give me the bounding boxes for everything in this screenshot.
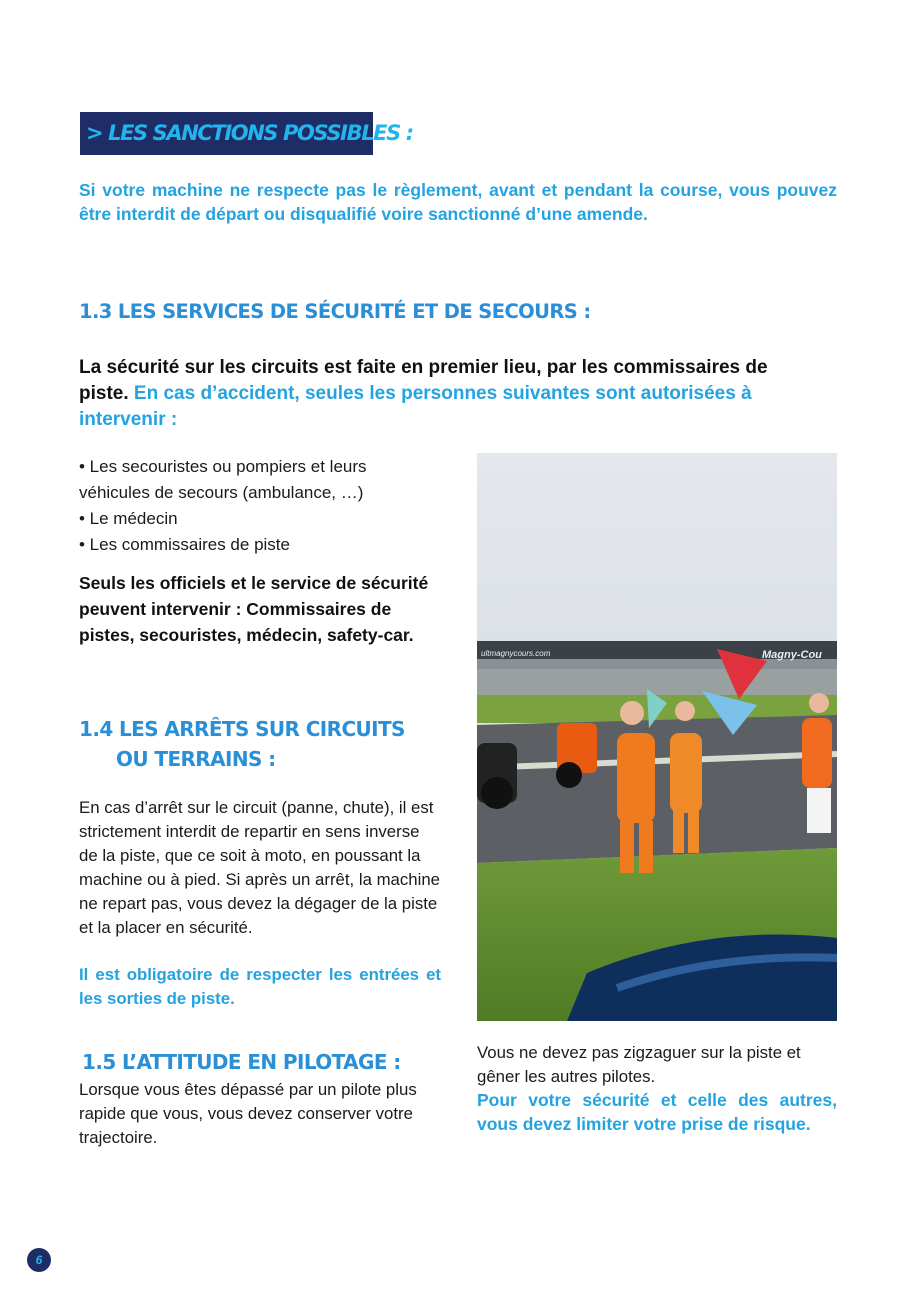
circuit-banner-right: Magny-Cou [762,649,822,661]
sanctions-text: Si votre machine ne respecte pas le règlement, avant et pendant la course, vous pouvez être interdit de départ ou disqualifié voire sanctionné d’une amende. [79,180,837,224]
section-14-heading-line2: OU TERRAINS : [116,747,276,771]
lead-blue-text: En cas d’accident, seules les personnes suivantes sont autorisées à intervenir : [79,383,752,430]
section-13-lead [79,355,799,433]
section-15-right-blue-text: Pour votre sécurité et celle des autres, vous devez limiter votre prise de risque. [477,1090,837,1134]
list-item: • Les commissaires de piste [79,535,290,554]
section-15-text: Lorsque vous êtes dépassé par un pilote plus rapide que vous, vous devez conserver votre trajectoire. [79,1080,417,1147]
officials-text: Seuls les officiels et le service de sécurité peuvent intervenir : Commissaires de pistes, secouristes, médecin, safety-car. [79,573,429,645]
list-item: • Les secouristes ou pompiers et leurs véhicules de secours (ambulance, …) [79,457,367,502]
section-14-text: En cas d’arrêt sur le circuit (panne, chute), il est strictement interdit de repartir en sens inverse de la piste, que ce soit à moto, en poussant la machine ou à pied. Si après un arrêt, la machine ne repart pas, vous devez la dégager de la piste et la placer en sécurité. [79,798,441,937]
list-item: • Le médecin [79,509,178,528]
section-15-right-text: Vous ne devez pas zigzaguer sur la piste et gêner les autres pilotes. [477,1043,801,1086]
track-marshals-photo [477,453,837,1021]
section-14-heading [79,714,405,774]
sanctions-title: > LES SANCTIONS POSSIBLES : [80,112,373,155]
rescuers-list [79,454,439,558]
section-14-heading-line1: 1.4 LES ARRÊTS SUR CIRCUITS [79,717,405,741]
section-15-heading: 1.5 L’ATTITUDE EN PILOTAGE : [82,1050,401,1074]
page-number: 6 [27,1248,51,1272]
section-14-blue-text: Il est obligatoire de respecter les entrées et les sorties de piste. [79,965,441,1008]
lead-dark-text: La sécurité sur les circuits est faite en premier lieu, par les commissaires de piste. [79,357,768,404]
circuit-banner-left: ultmagnycours.com [481,649,551,658]
section-13-heading: 1.3 LES SERVICES DE SÉCURITÉ ET DE SECOURS : [79,300,591,323]
